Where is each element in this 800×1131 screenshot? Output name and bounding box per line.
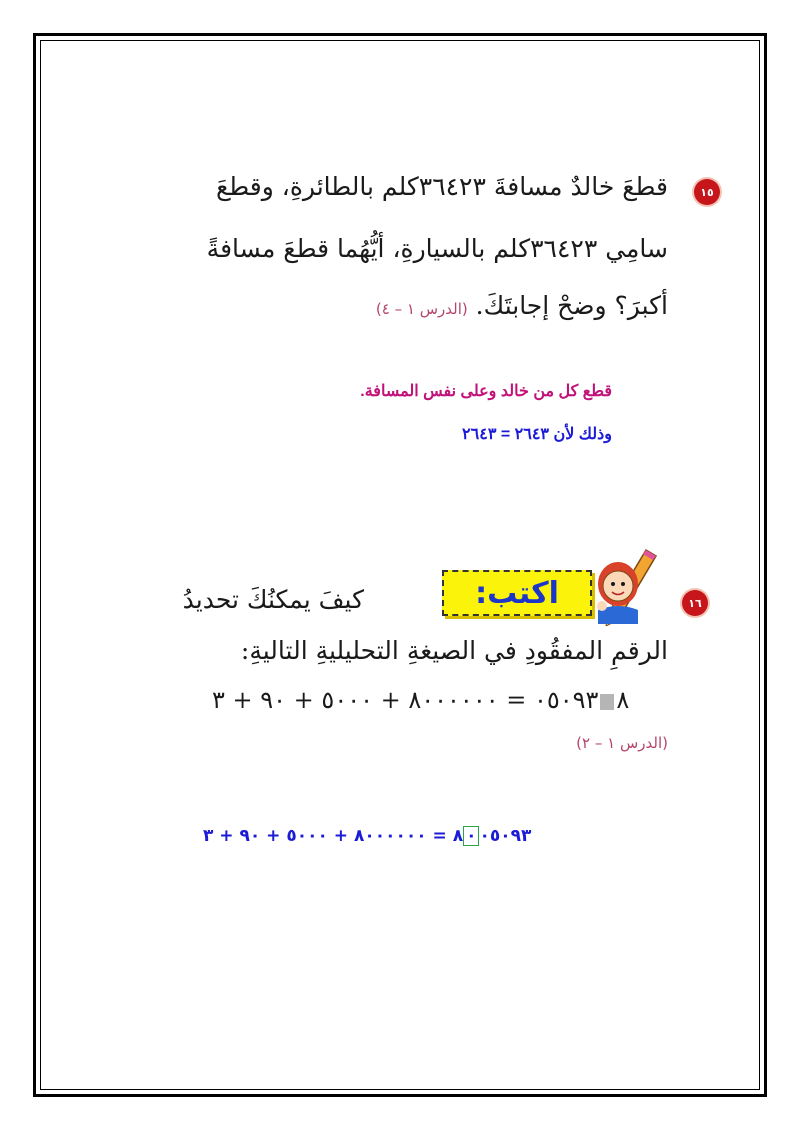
question-16-number: ١٦ [688,596,702,610]
answer-missing-digit: ٠ [466,826,477,846]
question-15-line-2: سامِي ٣٦٤٢٣كلم بالسيارةِ، أيُّهُما قطعَ مسافةً [206,234,668,263]
question-15-line-3-text: أكبرَ؟ وضحْ إجابتَكَ. [475,291,668,320]
question-16-lesson-ref: (الدرس ١ – ٢) [576,734,668,752]
equation-right-part: ٠٥٠٩٣ = ٨٠٠٠٠٠٠ + ٥٠٠٠ + ٩٠ + ٣ [212,686,599,714]
question-16-line-1: كيفَ يمكنُكَ تحديدُ [182,585,364,614]
question-15-answer-line-2: وذلك لأن ٢٦٤٣ = ٢٦٤٣ [462,426,612,443]
question-16-number-badge [682,590,708,616]
question-15-answer-line-1: قطع كل من خالد وعلى نفس المسافة. [360,383,612,400]
answer-suffix: ٨ = ٨٠٠٠٠٠٠ + ٥٠٠٠ + ٩٠ + ٣ [203,826,464,846]
equation-left-digit: ٨ [616,686,630,714]
answer-missing-digit-box [463,826,479,846]
question-15-number-badge [694,179,720,205]
girl-with-pencil-mascot-icon [590,548,662,626]
question-15-line-1: قطعَ خالدٌ مسافةَ ٣٦٤٢٣كلم بالطائرةِ، وقطعَ [215,172,668,201]
write-badge-label: اكتب: [475,575,559,611]
question-15-lesson-ref: (الدرس ١ – ٤) [375,300,468,318]
question-15-line-3 [376,291,668,320]
question-16-equation [212,686,629,714]
answer-prefix: ٠٥٠٩٣ [479,826,532,846]
question-16-line-2: الرقمِ المفقُودِ في الصيغةِ التحليليةِ التاليةِ: [240,636,668,665]
question-15-number: ١٥ [700,185,714,199]
missing-digit-box [600,694,614,710]
question-16-answer-equation [203,826,531,846]
